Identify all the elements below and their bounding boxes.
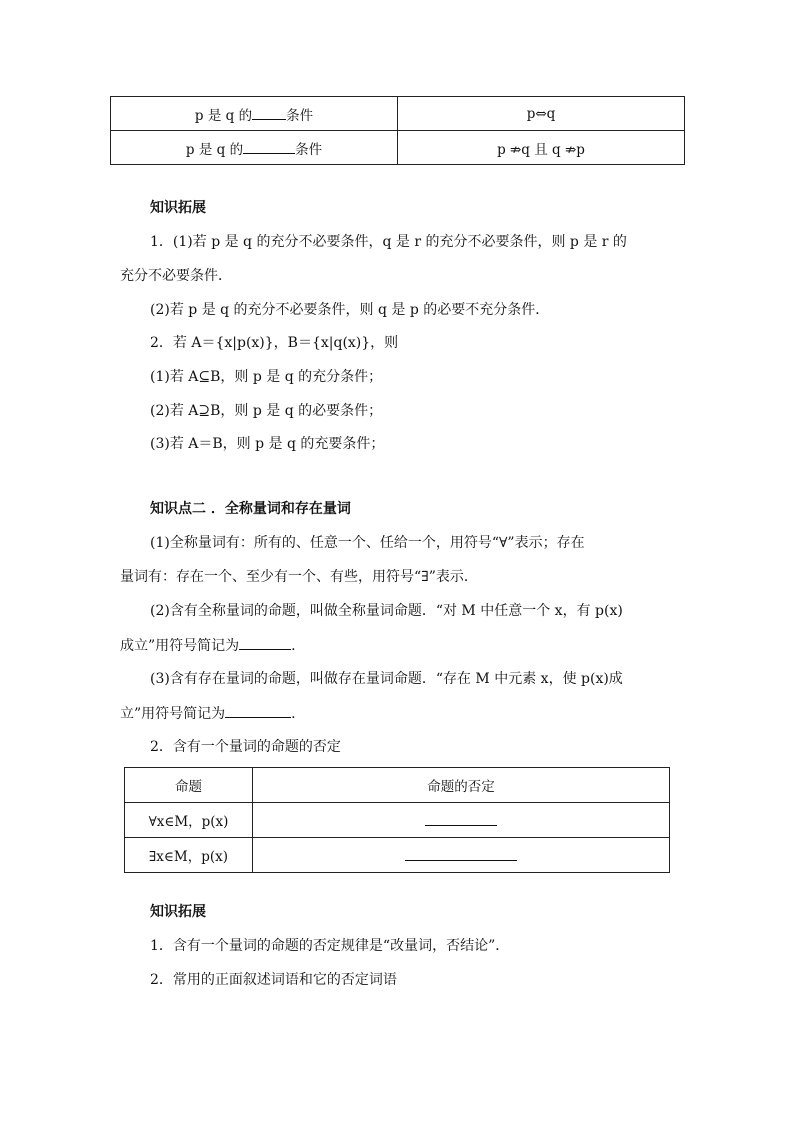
paragraph-line: (1)若 A⊆B，则 p 是 q 的充分条件； xyxy=(150,369,383,385)
table-cell: ∃x∈M，p(x) xyxy=(125,838,253,873)
paragraph-line: (2)若 p 是 q 的充分不必要条件，则 q 是 p 的必要不充分条件． xyxy=(150,302,550,318)
answer-blank xyxy=(239,635,291,650)
paragraph-line: (3)若 A＝B，则 p 是 q 的充要条件； xyxy=(150,436,385,452)
answer-blank xyxy=(405,846,517,861)
table-header-cell: 命题 xyxy=(125,768,253,803)
paragraph-line: 1．含有一个量词的命题的否定规律是“改量词，否结论”． xyxy=(150,938,510,954)
negation-table xyxy=(124,767,670,873)
section-heading: 知识拓展 xyxy=(150,200,206,216)
table-row xyxy=(125,768,670,803)
table-row xyxy=(125,838,670,873)
paragraph-line: (3)含有存在量词的命题，叫做存在量词命题．“存在 M 中元素 x，使 p(x)成 xyxy=(150,671,623,687)
table-row xyxy=(111,97,685,131)
table-cell xyxy=(253,838,670,873)
answer-blank xyxy=(225,703,291,718)
paragraph-line: 2．若 A＝{x|p(x)}，B＝{x|q(x)}，则 xyxy=(150,335,399,351)
paragraph-line: 量词有：存在一个、至少有一个、有些，用符号“∃”表示． xyxy=(120,569,478,585)
answer-blank xyxy=(252,105,286,120)
table-row xyxy=(125,803,670,838)
paragraph-line: (2)若 A⊇B，则 p 是 q 的必要条件； xyxy=(150,403,383,419)
table-cell: ∀x∈M，p(x) xyxy=(125,803,253,838)
paragraph-line: 1．(1)若 p 是 q 的充分不必要条件，q 是 r 的充分不必要条件，则 p 是 r 的 xyxy=(150,234,627,250)
table-cell: p 是 q 的 条件 xyxy=(111,97,398,131)
paragraph-line: 充分不必要条件． xyxy=(120,268,232,284)
condition-table xyxy=(110,96,685,165)
paragraph-line: (2)含有全称量词的命题，叫做全称量词命题．“对 M 中任意一个 x，有 p(x) xyxy=(150,603,623,619)
paragraph-line: 2．常用的正面叙述词语和它的否定词语 xyxy=(150,972,397,988)
paragraph-line: (1)全称量词有：所有的、任意一个、任给一个，用符号“∀”表示；存在 xyxy=(150,535,585,551)
table-cell: p⇔q xyxy=(398,97,685,131)
answer-blank xyxy=(243,139,295,154)
section-heading: 知识拓展 xyxy=(150,904,206,920)
paragraph-line: 立”用符号简记为 . xyxy=(120,703,296,724)
answer-blank xyxy=(425,811,497,826)
table-cell xyxy=(253,803,670,838)
table-cell: p ⇏q 且 q ⇏p xyxy=(398,131,685,165)
table-header-cell: 命题的否定 xyxy=(253,768,670,803)
paragraph-line: 成立”用符号简记为 . xyxy=(120,635,296,656)
table-row xyxy=(111,131,685,165)
section-heading: 知识点二 ．全称量词和存在量词 xyxy=(150,501,351,517)
table-cell: p 是 q 的 条件 xyxy=(111,131,398,165)
paragraph-line: 2．含有一个量词的命题的否定 xyxy=(150,739,341,755)
